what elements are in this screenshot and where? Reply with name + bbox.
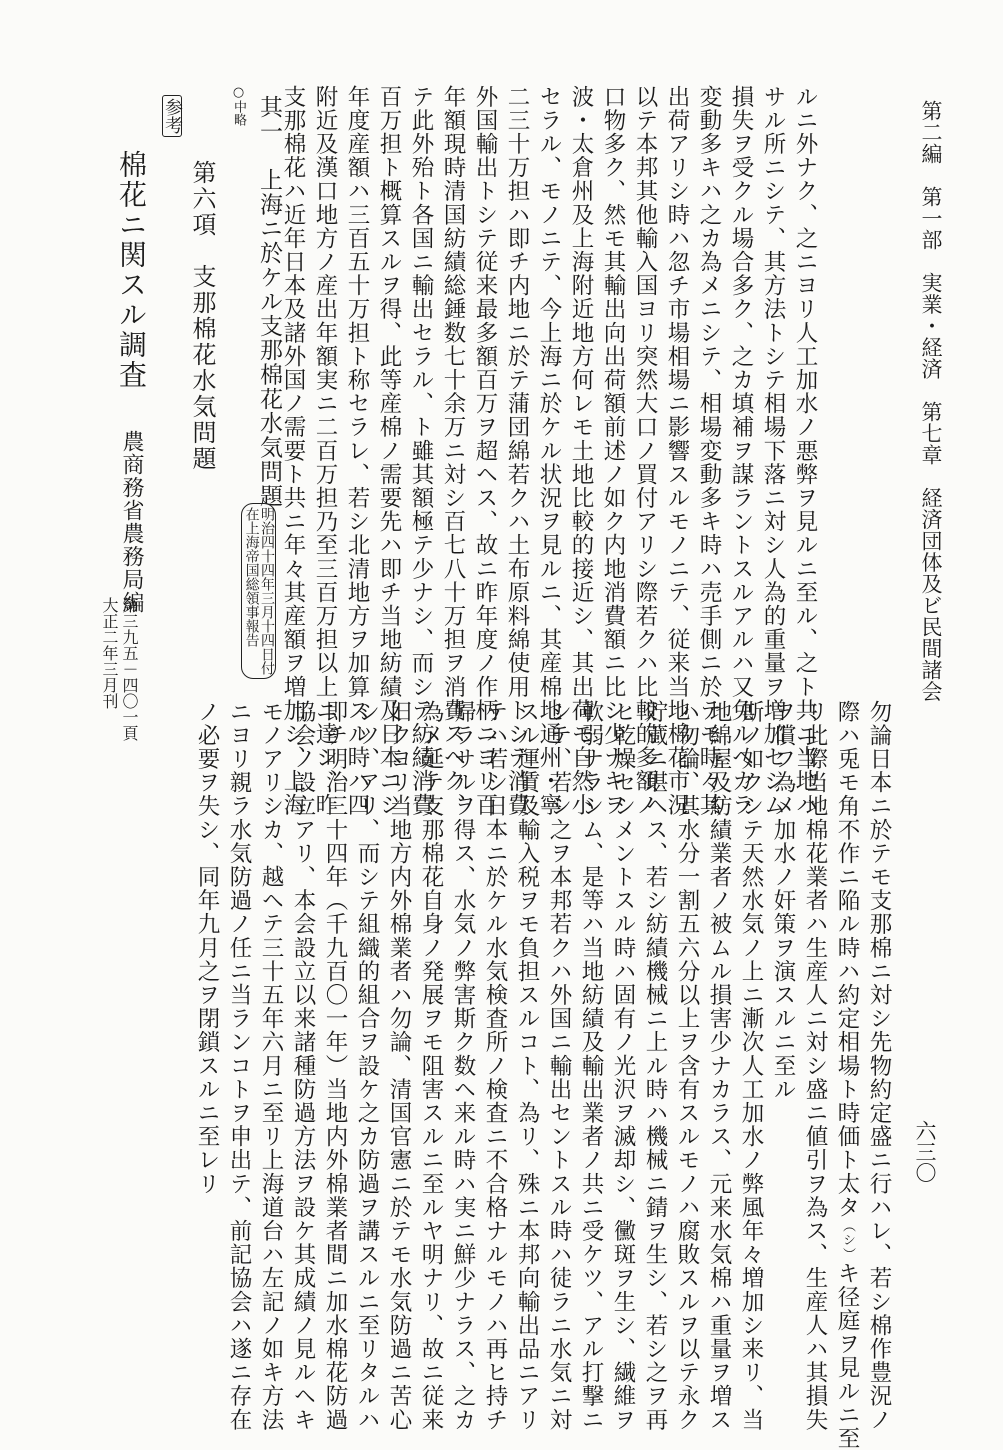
upper-line: セラル、モノニテ、今上海ニ於ケル状況ヲ見ルニ、其産棉地通州・寧 <box>536 85 562 817</box>
lower-line: ハ勿論、其水分一割五六分以上ヲ含有スルモノハ腐敗スルヲ以テ永ク <box>674 700 700 1432</box>
lower-line: 即チ明治三十四年（千九百〇一年）当地内外棉業者間ニ加水棉花防過 <box>322 700 348 1432</box>
source-date: 大正二年三月刊 <box>100 597 119 709</box>
lower-line: 勿論日本ニ於テモ支那棉ニ対シ先物約定盛ニ行ハレ、若シ棉作豊況ノ <box>866 700 892 1432</box>
upper-line: 二三十万担ハ即チ内地ニ於テ蒲団綿若クハ土布原料綿使用トシテ消費 <box>504 85 530 817</box>
lower-line: ヒ乾燥セシメントスル時ハ固有ノ光沢ヲ滅却シ、黴斑ヲ生シ、繊維ヲ <box>610 700 636 1432</box>
lower-line: 地綿屋及紡績業者ノ被ムル損害少ナカラス、元来水気棉ハ重量ヲ増ス <box>706 700 732 1432</box>
upper-line: 年度産額ハ三百五十万担ト称セラレ、若シ北清地方ヲ加算スル時ハ四 <box>344 85 370 817</box>
lower-line: 協会ノ設立アリ、本会設立以来諸種防過方法ヲ設ケ其成績ノ見ルヘキ <box>290 700 316 1432</box>
upper-line: 支那棉花ハ近年日本及諸外国ノ需要ト共ニ年々其産額ヲ増加シ、上海 <box>280 85 306 817</box>
upper-line: 外国輸出トシテ従来最多額百万ヲ超ヘス、故ニ昨年度ノ作柄ニヨリ百 <box>472 85 498 817</box>
lower-line: 為メ延テ支那棉花自身ノ発展ヲモ阻害スルニ至ルヤ明ナリ、故ニ従来 <box>418 700 444 1432</box>
lower-line-part: 際ハ兎モ角不作ニ陥ル時ハ約定相場ト時価ト太タ <box>834 700 860 1220</box>
upper-block <box>60 85 870 817</box>
lower-block <box>60 700 892 1450</box>
source-pages: 第三九五－四〇一頁 <box>120 597 139 741</box>
lower-line: 帰ラサルヲ得ス、水気ノ弊害斯ク数ヘ来ル時ハ実ニ鮮少ナラス、之カ <box>450 700 476 1432</box>
sanko-label: 参考 <box>162 95 182 137</box>
lower-line: 斯ノ如クシテ天然水気ノ上ニ漸次人工加水ノ弊風年々増加シ来リ、当 <box>738 700 764 1432</box>
sub-note-line1: 明治四十四年三月十四日付 <box>259 507 275 675</box>
lower-line: ニヨリ親ラ水気防過ノ任ニ当ランコトヲ申出テ、前記協会ハ遂ニ存在 <box>226 700 252 1432</box>
header-area <box>905 100 945 700</box>
document-author: 農商務省農務局編 <box>119 430 144 614</box>
upper-line: ルニ外ナク、之ニヨリ人工加水ノ悪弊ヲ見ルニ至ル、之ト共ニ当地ハ <box>792 85 818 817</box>
lower-line: シツ、アリ、而シテ組織的組合ヲ設ケ之カ防過ヲ講スルニ至リタルハ <box>354 700 380 1432</box>
document-title: 棉花ニ関スル調査 <box>115 150 148 390</box>
lower-line: ノ必要ヲ失シ、同年九月之ヲ閉鎖スルニ至レリ <box>194 700 220 1196</box>
sub-title: 其一 上海ニ於ケル支那棉花水気問題 <box>256 95 282 509</box>
upper-line: テ此外殆ト各国ニ輸出セラル、ト雖其額極テ少ナシ、而シテ紡績消費 <box>408 85 434 817</box>
upper-line: 波・太倉州及上海附近地方何レモ土地比較的接近シ、其出荷モ自然小 <box>568 85 594 817</box>
upper-line: 口物多ク、然モ其輸出向出荷額前述ノ如ク内地消費額ニ比シ少ナキヲ <box>600 85 626 817</box>
upper-line: 損失ヲ受クル場合多ク、之カ填補ヲ謀ラントスルアルハ又免ルヘカラ <box>728 85 754 817</box>
upper-line: 附近及漢口地方ノ産出年額実ニ二百万担乃至三百万担以上ニ達シ、昨 <box>312 85 338 817</box>
lower-line: モノアリシカ、越ヘテ三十五年六月ニ至リ上海道台ハ左記ノ如キ方法 <box>258 700 284 1432</box>
upper-line: 百万担ト概算スルヲ得、此等産棉ノ需要先ハ即チ当地紡績及日本ニシ <box>376 85 402 817</box>
lower-line <box>836 700 859 1450</box>
lower-line-part: キ径庭ヲ見ルニ至 <box>834 1261 860 1450</box>
upper-line: 以テ本邦其他輸入国ヨリ突然大口ノ買付アリシ際若クハ比較的多額ノ <box>632 85 658 817</box>
lower-line: リ此際当地棉花業者ハ生産人ニ対シ盛ニ値引ヲ為ス、生産人ハ其損失 <box>802 700 828 1432</box>
lower-line: ヲ償フ為メ加水ノ奸策ヲ演スルニ至ル <box>770 700 796 1102</box>
inserted-kana: （シ） <box>840 1219 855 1262</box>
lower-line: スル運賃及輸入税ヲモ負担スルコト、為リ、殊ニ本邦向輸出品ニアリ <box>514 700 540 1432</box>
section-heading: 第六項 支那棉花水気問題 <box>188 160 216 472</box>
upper-line: サル所ニシテ、其方法トシテ相場下落ニ対シ人為的重量ヲ増加セシム <box>760 85 786 817</box>
lower-line: 軟弱ナラシム、是等ハ当地紡績及輸出業者ノ共ニ受ケツ、アル打撃ニ <box>578 700 604 1432</box>
upper-line: 年額現時清国紡績総錘数七十余万ニ対シ百七八十万担ヲ消費スヘク、 <box>440 85 466 817</box>
sub-note-line2: 在上海帝国総領事報告 <box>243 507 260 647</box>
upper-line: 出荷アリシ時ハ忽チ市場相場ニ影響スルモノニテ、従来当地棉花市況 <box>664 85 690 817</box>
upper-line: 変動多キハ之カ為メニシテ、相場変動多キ時ハ売手側ニ於テモ時々其 <box>696 85 722 817</box>
page-number: 六三〇 <box>913 1120 937 1183</box>
lower-line: 旧クヨリ当地方内外棉業者ハ勿論、清国官憲ニ於テモ水気防過ニ苦心 <box>386 700 412 1432</box>
running-header: 第二編 第一部 実業・経済 第七章 経済団体及ビ民間諸会 <box>919 100 943 702</box>
omission-note: ○中略 <box>231 85 246 126</box>
sub-note <box>241 503 276 679</box>
lower-line: 貯蔵ニ堪ヘス、若シ紡績機械ニ上ル時ハ機械ニ錆ヲ生シ、若シ之ヲ再 <box>642 700 668 1432</box>
lower-line: シテ、若シ之ヲ本邦若クハ外国ニ輸出セントスル時ハ徒ラニ水気ニ対 <box>546 700 572 1432</box>
lower-line: テハ若シ日本ニ於ケル水気検査所ノ検査ニ不合格ナルモノハ再ヒ持チ <box>482 700 508 1432</box>
